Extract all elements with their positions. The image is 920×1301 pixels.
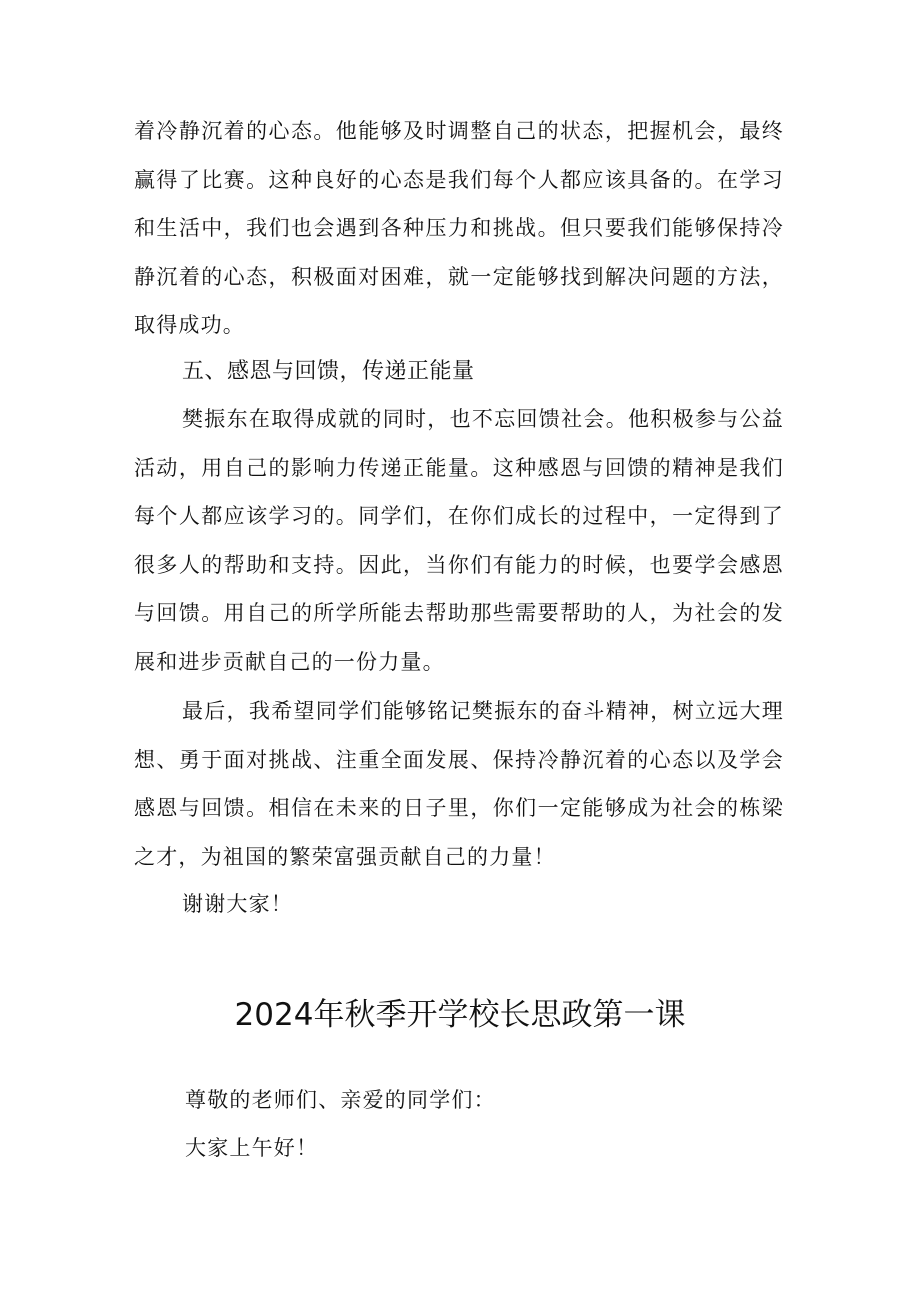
body-paragraph: 着冷静沉着的心态。他能够及时调整自己的状态，把握机会，最终赢得了比赛。这种良好的心态是我们每个人都应该具备的。在学习和生活中，我们也会遇到各种压力和挑战。但只要我们能够保持冷静沉着的心态，积极面对困难，就一定能够找到解决问题的方法，取得成功。 [134, 119, 784, 337]
body-paragraph: 樊振东在取得成就的同时，也不忘回馈社会。他积极参与公益活动，用自己的影响力传递正能量。这种感恩与回馈的精神是我们每个人都应该学习的。同学们，在你们成长的过程中，一定得到了很多人的帮助和支持。因此，当你们有能力的时候，也要学会感恩与回馈。用自己的所学所能去帮助那些需要帮助的人，为社会的发展和进步贡献自己的一份力量。 [134, 407, 784, 674]
section-heading: 五、感恩与回馈，传递正能量 [182, 359, 475, 384]
closing-line: 谢谢大家！ [182, 892, 293, 916]
greeting-line: 大家上午好！ [185, 1136, 319, 1160]
salutation-line: 尊敬的老师们、亲爱的同学们： [185, 1088, 496, 1112]
body-paragraph: 最后，我希望同学们能够铭记樊振东的奋斗精神，树立远大理想、勇于面对挑战、注重全面发展、保持冷静沉着的心态以及学会感恩与回馈。相信在未来的日子里，你们一定能够成为社会的栋梁之才，为祖国的繁荣富强贡献自己的力量！ [134, 699, 784, 869]
document-title: 2024年秋季开学校长思政第一课 [234, 997, 686, 1033]
